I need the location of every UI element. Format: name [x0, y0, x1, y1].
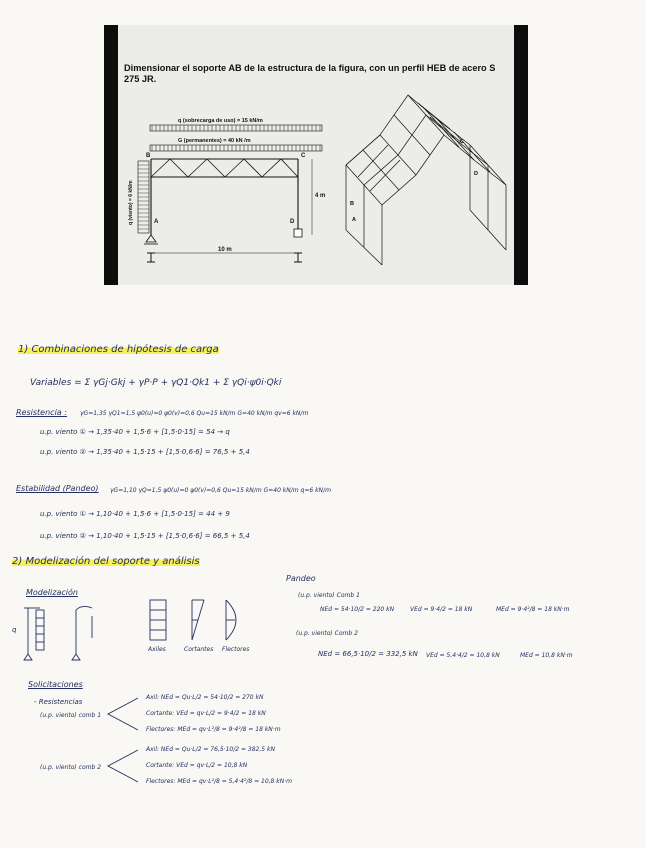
pandeo-heading: Pandeo [286, 574, 316, 583]
pandeo-comb-1-label: (u.p. viento) Comb 1 [298, 592, 360, 599]
heb-section-right [294, 253, 302, 262]
diagram-label-axiles: Axiles [148, 646, 166, 653]
pandeo-comb-2-med: MEd = 10,8 kN·m [520, 652, 573, 659]
wind-load-hatch [138, 165, 149, 229]
node-b-label: B [146, 153, 151, 159]
truss-node-b: B [350, 201, 354, 207]
solic-comb-1-axil: Axil: NEd = Qu·L/2 = 54·10/2 = 270 kN [146, 694, 264, 701]
truss-node-a: A [352, 217, 356, 223]
diagram-label-flectores: Flectores [222, 646, 250, 653]
problem-sheet [118, 25, 514, 285]
resistance-comb-2: u.p. viento ② → 1,35·40 + 1,5·15 + [1,5·0,6·6] = 76,5 + 5,4 [40, 448, 250, 456]
node-c-label: C [301, 153, 306, 159]
solic-comb-2-label: (u.p. viento) comb 2 [40, 764, 102, 771]
pandeo-comb-2-label: (u.p. viento) Comb 2 [296, 630, 358, 637]
q-load-hatch [152, 125, 320, 131]
support-d [294, 229, 302, 237]
stability-comb-2: u.p. viento ② → 1,10·40 + 1,5·15 + [1,5·0,6·6] = 66,5 + 5,4 [40, 532, 250, 540]
truss-3d-sketch [346, 95, 506, 265]
truss-node-d: D [474, 171, 478, 177]
solic-comb-1-label: (u.p. viento) comb 1 [40, 712, 102, 719]
problem-photo [104, 25, 528, 285]
wind-load-label: q (viento) = 6 kN/m [128, 180, 134, 225]
problem-statement: Dimensionar el soporte AB de la estructura de la figura, con un perfil HEB de acero S 275 JR. [124, 63, 496, 84]
pandeo-comb-2-ved: VEd = 5,4·4/2 = 10,8 kN [426, 652, 500, 659]
solic-comb-1-flectores: Flectores: MEd = qv·L²/8 = 9·4²/8 = 18 kN·m [146, 726, 281, 733]
g-load-hatch [152, 145, 320, 151]
section-1-title: 1) Combinaciones de hipótesis de carga [18, 344, 219, 355]
force-diagrams [146, 596, 246, 646]
column-model-sketch [10, 602, 110, 664]
node-d-label: D [290, 219, 295, 225]
portal-frame [151, 159, 298, 235]
svg-text:q: q [12, 626, 17, 634]
resistance-coefficients: γG=1,35 γQ1=1,5 ψ0(u)=0 ψ0(v)=0,6 Qu=15 kN/m G=40 kN/m qv=6 kN/m [80, 410, 309, 417]
solic-comb-2-axil: Axil: NEd = Qu·L/2 = 76,5·10/2 = 382,5 kN [146, 746, 275, 753]
support-a [144, 235, 158, 244]
brace-comb-2 [104, 746, 144, 786]
resistencias-heading: - Resistencias [34, 698, 83, 706]
span-label: 10 m [218, 247, 232, 253]
diagram-label-cortantes: Cortantes [184, 646, 214, 653]
stability-heading: Estabilidad (Pandeo) [16, 484, 99, 493]
structure-diagram [118, 25, 514, 285]
solic-comb-2-flectores: Flectores: MEd = qv·L²/8 = 5,4·4²/8 = 10,8 kN·m [146, 778, 292, 785]
stability-coefficients: γG=1,10 γQ=1,5 ψ0(u)=0 ψ0(v)=0,6 Qu=15 kN/m G=40 kN/m q=6 kN/m [110, 487, 331, 494]
truss-node-c: C [460, 139, 464, 145]
modelizacion-heading: Modelización [26, 588, 78, 597]
pandeo-comb-2-ned: NEd = 66,5·10/2 = 332,5 kN [318, 650, 418, 658]
stability-comb-1: u.p. viento ① → 1,10·40 + 1,5·6 + [1,5·0·15] = 44 + 9 [40, 510, 230, 518]
solic-comb-2-cortante: Cortante: VEd = qv·L/2 = 10,8 kN [146, 762, 248, 769]
node-a-label: A [154, 219, 159, 225]
resistance-comb-1: u.p. viento ① → 1,35·40 + 1,5·6 + [1,5·0·15] = 54 → q [40, 428, 230, 436]
g-load-label: G (permanentes) = 40 kN /m [178, 138, 251, 144]
solicitaciones-heading: Solicitaciones [28, 680, 83, 689]
pandeo-comb-1-ved: VEd = 9·4/2 = 18 kN [410, 606, 473, 613]
resistance-heading: Resistencia : [16, 408, 67, 417]
brace-comb-1 [104, 694, 144, 734]
solic-comb-1-cortante: Cortante: VEd = qv·L/2 = 9·4/2 = 18 kN [146, 710, 266, 717]
section-2-title: 2) Modelización del soporte y análisis [12, 556, 200, 567]
height-label: 4 m [315, 193, 326, 199]
pandeo-comb-1-ned: NEd = 54·10/2 = 220 kN [320, 606, 395, 613]
variables-formula: Variables = Σ γGj·Gkj + γP·P + γQ1·Qk1 + Σ γQi·ψ0i·Qki [30, 378, 282, 388]
pandeo-comb-1-med: MEd = 9·4²/8 = 18 kN·m [496, 606, 570, 613]
q-load-label: q (sobrecarga de uso) = 15 kN/m [178, 118, 263, 124]
heb-section-left [147, 253, 155, 262]
